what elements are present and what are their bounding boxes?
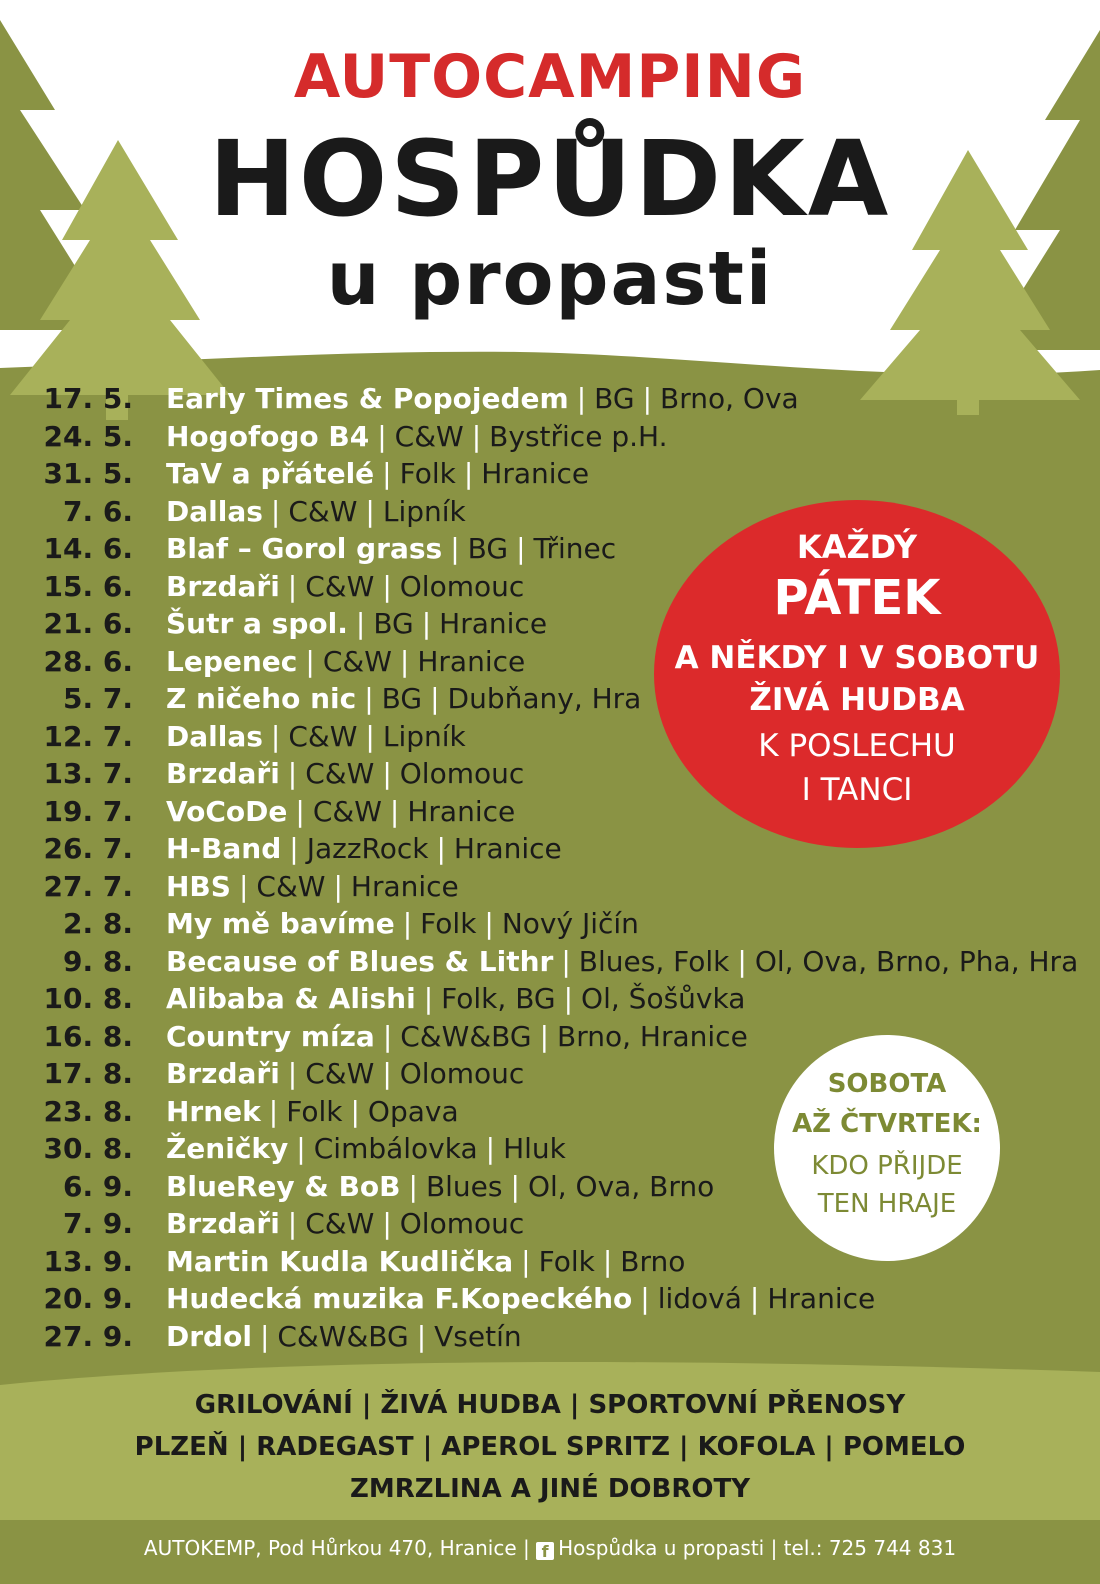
event-date: 13. 7. xyxy=(43,757,133,790)
schedule-row xyxy=(0,1318,1060,1356)
event-details xyxy=(166,1168,714,1206)
band-genre: C&W xyxy=(394,419,464,453)
band-origin: Olomouc xyxy=(399,1207,525,1240)
address-line xyxy=(0,1536,1100,1560)
separator: | xyxy=(485,1132,496,1165)
event-details xyxy=(166,1055,524,1093)
white-badge-line1: SOBOTA xyxy=(827,1069,947,1099)
band-name: VoCoDe xyxy=(166,794,288,828)
band-name: Martin Kudla Kudlička xyxy=(166,1244,514,1278)
separator: | xyxy=(259,1319,270,1353)
separator: | xyxy=(287,1057,298,1090)
separator: | xyxy=(270,494,281,528)
event-date: 27. 9. xyxy=(43,1319,133,1353)
separator: | xyxy=(333,869,343,903)
red-badge-line1: KAŽDÝ xyxy=(796,528,918,566)
separator: | xyxy=(737,944,747,978)
band-name: Lepenec xyxy=(166,644,298,678)
event-date: 30. 8. xyxy=(43,1132,133,1165)
event-date: 13. 9. xyxy=(43,1244,133,1278)
band-name: Hrnek xyxy=(166,1094,261,1128)
white-badge-line4: TEN HRAJE xyxy=(817,1189,957,1219)
separator: | xyxy=(421,607,432,640)
separator: | xyxy=(510,1169,520,1203)
event-date: 19. 7. xyxy=(43,794,133,828)
band-genre: Folk xyxy=(420,907,477,940)
event-details xyxy=(166,980,745,1018)
separator: | xyxy=(561,944,571,978)
band-name: Brzdaři xyxy=(166,1207,280,1240)
band-origin: Brno, Hranice xyxy=(557,1019,748,1053)
band-genre: C&W&BG xyxy=(400,1019,532,1053)
band-genre: Folk, BG xyxy=(441,982,556,1015)
band-origin: Olomouc xyxy=(399,1057,525,1090)
band-origin: Opava xyxy=(367,1094,459,1128)
title-autocamping: AUTOCAMPING xyxy=(293,42,807,112)
event-details xyxy=(166,793,515,831)
event-details xyxy=(166,1243,685,1281)
separator: | xyxy=(423,982,434,1015)
separator: | xyxy=(602,1244,613,1278)
band-origin: Hranice xyxy=(481,457,590,490)
band-name: Alibaba & Alishi xyxy=(166,982,416,1015)
separator: | xyxy=(289,832,299,865)
red-badge-line4: ŽIVÁ HUDBA xyxy=(749,682,965,718)
event-date: 21. 6. xyxy=(43,607,133,640)
event-date: 31. 5. xyxy=(43,457,133,490)
event-details xyxy=(166,1130,566,1168)
band-origin: Vsetín xyxy=(434,1319,522,1353)
separator: | xyxy=(305,644,315,678)
separator: | xyxy=(430,682,440,715)
separator: | xyxy=(749,1282,760,1315)
separator: | xyxy=(287,569,298,603)
band-genre: C&W xyxy=(322,644,392,678)
separator: | xyxy=(450,532,460,565)
event-date: 20. 9. xyxy=(43,1282,133,1315)
separator: | xyxy=(287,1207,298,1240)
event-details xyxy=(166,1318,522,1356)
separator: | xyxy=(642,382,653,415)
band-origin: Hluk xyxy=(503,1132,566,1165)
event-details xyxy=(166,530,616,568)
event-date: 17. 5. xyxy=(43,382,133,415)
band-origin: Nový Jičín xyxy=(501,907,639,940)
separator: | xyxy=(471,419,482,453)
band-genre: Blues, Folk xyxy=(578,944,730,978)
event-details xyxy=(166,680,641,718)
separator: | xyxy=(389,794,400,828)
schedule-row xyxy=(0,980,1060,1018)
facebook-page-name: Hospůdka u propasti xyxy=(558,1536,765,1560)
red-badge-line2: PÁTEK xyxy=(773,570,941,626)
band-genre: Cimbálovka xyxy=(313,1132,478,1165)
band-genre: Blues xyxy=(425,1169,503,1203)
band-origin: Brno, Ova xyxy=(660,382,799,415)
band-name: Hudecká muzika F.Kopeckého xyxy=(166,1282,633,1315)
event-details xyxy=(166,943,1078,981)
band-genre: Folk xyxy=(399,457,456,490)
separator: | xyxy=(516,532,526,565)
event-details xyxy=(166,905,639,943)
band-name: Ženičky xyxy=(166,1132,289,1165)
band-origin: Ol, Ova, Brno, Pha, Hra xyxy=(754,944,1079,978)
facebook-icon: f xyxy=(536,1542,554,1560)
band-genre: C&W xyxy=(305,757,375,790)
band-name: My mě bavíme xyxy=(166,907,395,940)
band-origin: Bystřice p.H. xyxy=(489,419,668,453)
band-genre: Folk xyxy=(286,1094,343,1128)
band-name: Dallas xyxy=(166,494,263,528)
schedule-row xyxy=(0,455,1060,493)
phone-text: | tel.: 725 744 831 xyxy=(770,1536,957,1560)
band-genre: C&W xyxy=(256,869,326,903)
band-genre: C&W&BG xyxy=(277,1319,409,1353)
band-genre: C&W xyxy=(288,719,358,753)
band-name: Country míza xyxy=(166,1019,375,1053)
band-name: Brzdaři xyxy=(166,569,280,603)
red-badge-line5: K POSLECHU xyxy=(758,728,956,764)
band-genre: Folk xyxy=(538,1244,595,1278)
schedule-row xyxy=(0,905,1060,943)
band-genre: JazzRock xyxy=(306,832,429,865)
event-details xyxy=(166,868,459,906)
event-date: 23. 8. xyxy=(43,1094,133,1128)
band-origin: Hranice xyxy=(417,644,526,678)
separator: | xyxy=(382,757,392,790)
separator: | xyxy=(377,419,387,453)
band-name: H-Band xyxy=(166,832,282,865)
event-date: 26. 7. xyxy=(43,832,133,865)
event-date: 7. 9. xyxy=(63,1207,133,1240)
band-genre: C&W xyxy=(305,1207,375,1240)
band-origin: Ol, Šošůvka xyxy=(581,982,746,1015)
event-details xyxy=(166,1280,875,1318)
band-name: Hogofogo B4 xyxy=(166,419,370,453)
separator: | xyxy=(408,1169,418,1203)
event-date: 6. 9. xyxy=(63,1169,133,1203)
separator: | xyxy=(296,1132,306,1165)
band-name: Šutr a spol. xyxy=(166,607,348,640)
separator: | xyxy=(399,644,410,678)
event-date: 15. 6. xyxy=(43,569,133,603)
separator: | xyxy=(270,719,281,753)
footer-treats: ZMRZLINA A JINÉ DOBROTY xyxy=(349,1474,751,1504)
event-details xyxy=(166,380,799,418)
band-name: Blaf – Gorol grass xyxy=(166,532,443,565)
separator: | xyxy=(365,719,375,753)
band-genre: C&W xyxy=(305,1057,375,1090)
separator: | xyxy=(539,1019,550,1053)
band-name: BlueRey & BoB xyxy=(166,1169,401,1203)
event-date: 17. 8. xyxy=(43,1057,133,1090)
band-name: Brzdaři xyxy=(166,757,280,790)
separator: | xyxy=(521,1244,531,1278)
separator: | xyxy=(640,1282,650,1315)
separator: | xyxy=(382,569,392,603)
separator: | xyxy=(382,1057,392,1090)
band-genre: C&W xyxy=(288,494,358,528)
event-date: 2. 8. xyxy=(63,907,133,940)
band-genre: BG xyxy=(373,607,414,640)
event-details xyxy=(166,568,524,606)
band-genre: BG xyxy=(381,682,423,715)
separator: | xyxy=(484,907,494,940)
separator: | xyxy=(402,907,413,940)
event-date: 9. 8. xyxy=(63,944,133,978)
band-name: Dallas xyxy=(166,719,263,753)
event-details xyxy=(166,1205,524,1243)
event-date: 12. 7. xyxy=(43,719,133,753)
band-origin: Ol, Ova, Brno xyxy=(527,1169,715,1203)
band-origin: Lipník xyxy=(382,494,466,528)
schedule-row xyxy=(0,943,1079,981)
separator: | xyxy=(238,869,249,903)
band-origin: Olomouc xyxy=(399,757,525,790)
band-origin: Lipník xyxy=(382,719,466,753)
band-origin: Olomouc xyxy=(399,569,525,603)
schedule-row xyxy=(0,418,1060,456)
title-hospudka: HOSPŮDKA xyxy=(208,118,892,240)
separator: | xyxy=(382,1207,392,1240)
band-origin: Hranice xyxy=(439,607,548,640)
white-badge-line2: AŽ ČTVRTEK: xyxy=(792,1109,982,1139)
separator: | xyxy=(436,832,446,865)
separator: | xyxy=(287,757,298,790)
schedule-row xyxy=(0,1280,1060,1318)
event-date: 27. 7. xyxy=(43,869,133,903)
band-origin: Brno xyxy=(620,1244,686,1278)
separator: | xyxy=(382,1019,393,1053)
band-origin: Dubňany, Hra xyxy=(447,682,642,715)
band-name: TaV a přátelé xyxy=(166,457,375,490)
event-date: 14. 6. xyxy=(43,532,133,565)
red-badge-line3: A NĚKDY I V SOBOTU xyxy=(674,640,1040,676)
event-details xyxy=(166,718,466,756)
band-genre: lidová xyxy=(657,1282,742,1315)
event-date: 24. 5. xyxy=(43,419,133,453)
band-genre: BG xyxy=(467,532,509,565)
footer-drinks: PLZEŇ | RADEGAST | APEROL SPRITZ | KOFOLA | POMELO xyxy=(134,1432,966,1462)
band-name: Drdol xyxy=(166,1319,252,1353)
event-date: 10. 8. xyxy=(43,982,133,1015)
event-date: 16. 8. xyxy=(43,1019,133,1053)
band-genre: C&W xyxy=(305,569,375,603)
event-details xyxy=(166,418,667,456)
band-origin: Hranice xyxy=(453,832,562,865)
separator: | xyxy=(268,1094,279,1128)
white-badge-line3: KDO PŘIJDE xyxy=(811,1151,963,1181)
separator: | xyxy=(350,1094,360,1128)
event-details xyxy=(166,493,466,531)
white-badge-open-mic xyxy=(774,1035,1000,1261)
band-name: Z ničeho nic xyxy=(166,682,357,715)
schedule-row xyxy=(0,380,1060,418)
band-genre: C&W xyxy=(312,794,382,828)
schedule-row xyxy=(0,868,1060,906)
footer-services: GRILOVÁNÍ | ŽIVÁ HUDBA | SPORTOVNÍ PŘENOSY xyxy=(194,1390,906,1420)
red-badge-every-friday xyxy=(654,500,1060,848)
event-details xyxy=(166,643,525,681)
band-genre: BG xyxy=(594,382,635,415)
title-u-propasti: u propasti xyxy=(326,236,774,322)
band-name: Early Times & Popojedem xyxy=(166,382,569,415)
band-origin: Hranice xyxy=(407,794,516,828)
event-details xyxy=(166,1093,459,1131)
event-details xyxy=(166,755,524,793)
event-date: 7. 6. xyxy=(63,494,133,528)
separator: | xyxy=(563,982,574,1015)
separator: | xyxy=(364,682,374,715)
band-name: Brzdaři xyxy=(166,1057,280,1090)
event-details xyxy=(166,605,547,643)
separator: | xyxy=(463,457,474,490)
separator: | xyxy=(365,494,375,528)
band-name: Because of Blues & Lithr xyxy=(166,944,554,978)
band-origin: Třinec xyxy=(533,532,617,565)
red-badge-line6: I TANCI xyxy=(801,772,913,808)
event-date: 28. 6. xyxy=(43,644,133,678)
band-origin: Hranice xyxy=(767,1282,876,1315)
event-details xyxy=(166,1018,748,1056)
address-text: AUTOKEMP, Pod Hůrkou 470, Hranice | xyxy=(143,1536,530,1560)
event-details xyxy=(166,455,589,493)
band-name: HBS xyxy=(166,869,231,903)
separator: | xyxy=(295,794,305,828)
separator: | xyxy=(382,457,392,490)
separator: | xyxy=(576,382,587,415)
event-date: 5. 7. xyxy=(63,682,133,715)
event-details xyxy=(166,830,562,868)
band-origin: Hranice xyxy=(350,869,459,903)
separator: | xyxy=(355,607,366,640)
separator: | xyxy=(416,1319,427,1353)
